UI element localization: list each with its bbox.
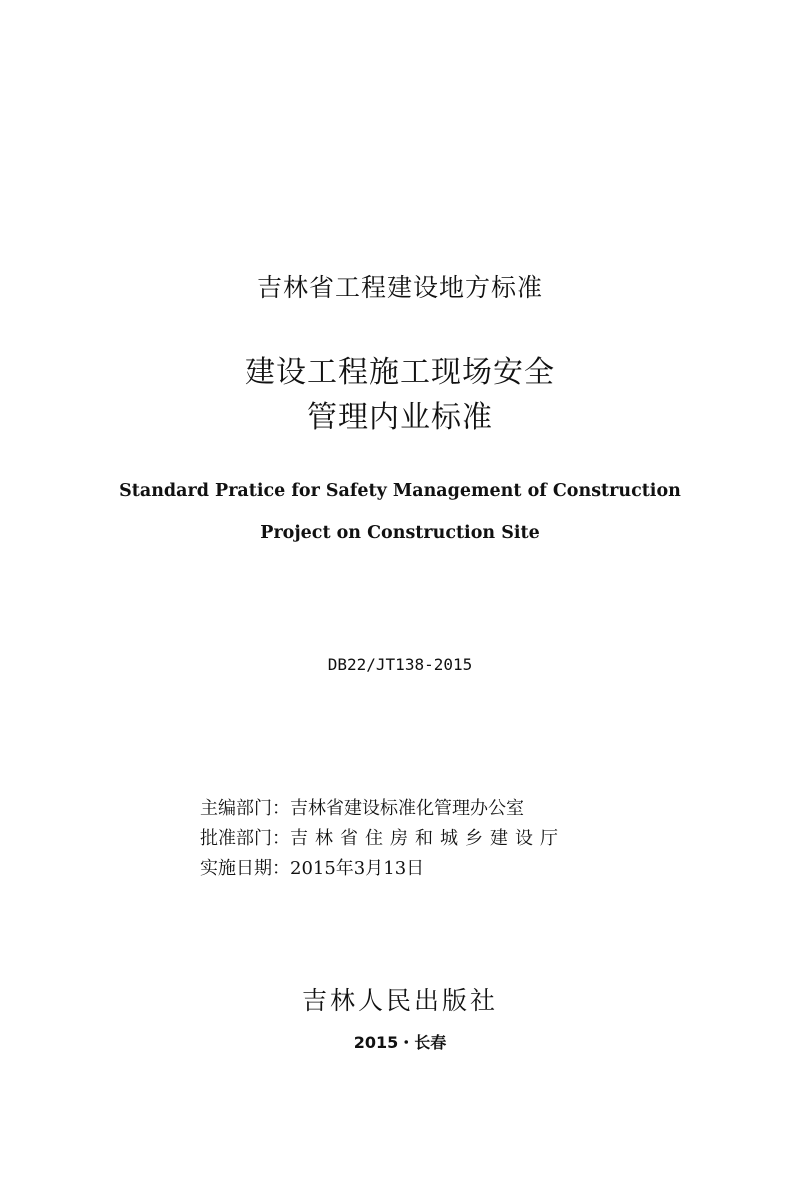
approver-label: 批准部门： [200,828,290,849]
editor-label: 主编部门： [200,798,290,819]
year-place: 2015・长春 [353,1033,447,1052]
approver-value: 吉林省住房和城乡建设厅 [290,828,565,849]
title-cn-line1: 建设工程施工现场安全 [245,355,555,390]
title-cn-line2: 管理内业标准 [307,400,493,435]
title-en-line1: Standard Pratice for Safety Management of Construction [119,481,681,501]
date-row [200,854,424,880]
date-value: 2015年3月13日 [290,858,425,879]
title-en-line2: Project on Construction Site [260,523,540,543]
series-title: 吉林省工程建设地方标准 [256,273,543,302]
editor-row [200,794,524,820]
editor-value: 吉林省建设标准化管理办公室 [290,798,524,819]
date-label: 实施日期： [200,858,290,879]
approver-row [200,824,565,850]
standard-code: DB22/JT138-2015 [327,655,473,674]
publisher: 吉林人民出版社 [301,986,498,1015]
